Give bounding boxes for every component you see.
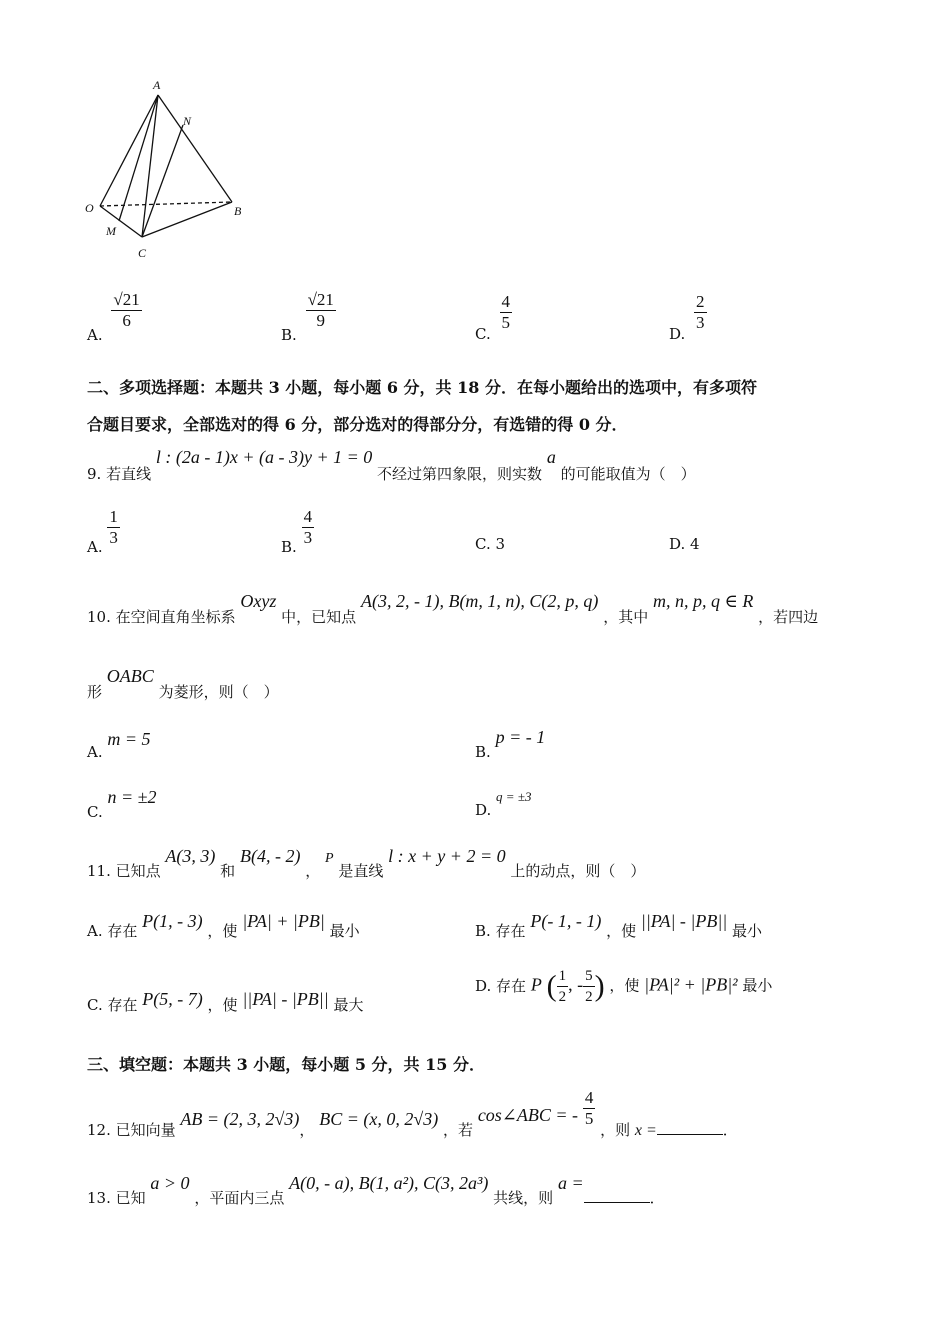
q9-var: a — [546, 447, 556, 467]
q9-option-a[interactable]: A. $\frac{1}{3}$ — [87, 507, 118, 556]
label-C: C — [138, 246, 147, 260]
q13-stem: 13. 已知 a > 0 ，平面内三点 A(0, - a), B(1, a²), C(3, 2a³) 共线，则 a =． — [87, 1173, 665, 1207]
section2-heading-line1: 二、多项选择题：本题共 3 小题，每小题 6 分，共 18 分．在每小题给出的选项中，有多项符 — [87, 378, 757, 397]
fraction: $\frac{√21}{6}$ — [113, 290, 140, 330]
fraction: $\frac{4}{5}$ — [501, 292, 510, 332]
q11-option-a[interactable]: A. 存在 P(1, - 3) ，使 |PA| + |PB| 最小 — [87, 911, 360, 940]
q8-option-a[interactable] — [87, 290, 142, 344]
label-A: A — [153, 78, 161, 92]
q9-number: 9. 若直线 — [87, 465, 152, 483]
q10-stem-line1: 10. 在空间直角坐标系 Oxyz 中，已知点 A(3, 2, - 1), B(m, 1, n), C(2, p, q) ，其中 m, n, p, q ∈ R ，若四边 — [87, 591, 819, 626]
tetrahedron-figure — [80, 75, 260, 265]
q11-option-c[interactable]: C. 存在 P(5, - 7) ，使 ||PA| - |PB|| 最大 — [87, 989, 364, 1014]
q9-option-b[interactable]: B. $\frac{4}{3}$ — [281, 507, 313, 556]
q10-option-c[interactable]: C. n = ±2 — [87, 787, 157, 821]
fraction: $\frac{√21}{9}$ — [307, 290, 334, 330]
q12-stem: 12. 已知向量 AB = (2, 3, 2√3)， BC = (x, 0, 2√3) ，若 cos∠ABC = - $\frac{4}{5}$ ，则 x = ． — [87, 1088, 738, 1139]
q10-option-d[interactable]: D. q = ±3 — [475, 789, 532, 819]
q11-option-d[interactable]: D. 存在 P ( $\frac{1}{2}$ , - $\frac{5}{2}$ ) ，使 |PA|² + |PB|² 最小 — [475, 968, 773, 1005]
q9-mid: 不经过第四象限，则实数 — [377, 465, 543, 483]
q8-option-c[interactable] — [475, 292, 512, 343]
q13-answer-blank[interactable] — [584, 1188, 650, 1203]
section2-heading-line2: 合题目要求，全部选对的得 6 分，部分选对的得部分分，有选错的得 0 分． — [87, 415, 628, 434]
q8-option-b[interactable] — [281, 290, 336, 344]
label-O: O — [85, 201, 94, 215]
option-letter: A. — [87, 325, 103, 344]
q9-line-equation: l : (2a - 1)x + (a - 3)y + 1 = 0 — [155, 447, 373, 467]
q9-option-d[interactable]: D. 4 — [669, 535, 700, 553]
fraction: $\frac{2}{3}$ — [696, 292, 705, 332]
label-M: M — [106, 224, 116, 238]
option-letter: B. — [281, 325, 297, 344]
label-B: B — [234, 204, 242, 218]
q10-option-a[interactable]: A. m = 5 — [87, 729, 151, 761]
option-letter: D. — [669, 324, 686, 343]
q11-option-b[interactable]: B. 存在 P(- 1, - 1) ，使 ||PA| - |PB|| 最小 — [475, 911, 763, 940]
q11-stem: 11. 已知点 A(3, 3) 和 B(4, - 2) ， P 是直线 l : x + y + 2 = 0 上的动点，则（ ） — [87, 846, 646, 880]
q12-answer-blank[interactable] — [657, 1120, 723, 1135]
q10-option-b[interactable]: B. p = - 1 — [475, 727, 546, 761]
q9-option-c[interactable]: C. 3 — [475, 535, 506, 553]
section3-heading: 三、填空题：本题共 3 小题，每小题 5 分，共 15 分． — [87, 1055, 485, 1074]
q10-stem-line2: 形 OABC 为菱形，则（ ） — [87, 666, 279, 701]
option-letter: C. — [475, 324, 491, 343]
q9-stem — [87, 446, 696, 483]
q9-tail: 的可能取值为（ ） — [560, 465, 696, 483]
q8-option-d[interactable] — [669, 292, 707, 343]
label-N: N — [183, 114, 192, 128]
